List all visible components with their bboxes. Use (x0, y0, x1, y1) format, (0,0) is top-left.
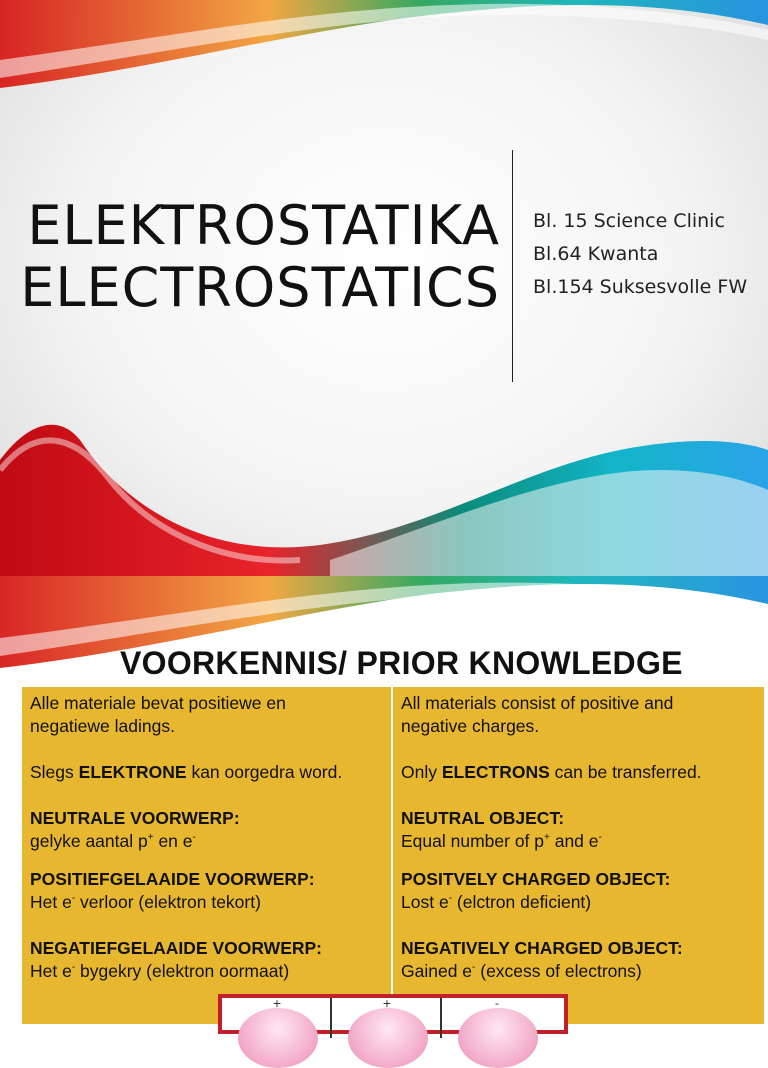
charged-sphere (238, 1008, 318, 1068)
intro-text-cont: negative charges. (401, 716, 540, 736)
title-afrikaans: ELEKTROSTATIKA (27, 194, 500, 257)
intro-text: Alle materiale bevat positiewe en (30, 693, 286, 713)
column-divider (391, 687, 393, 1024)
positive-text: Lost e- (elctron deficient) (401, 892, 592, 912)
presentation-title (20, 195, 500, 319)
charge-sign: + (382, 997, 392, 1010)
neutral-text: Equal number of p+ and e- (401, 831, 602, 851)
negative-text: Het e- bygekry (elektron oormaat) (30, 961, 290, 981)
reference-item: Bl.64 Kwanta (533, 243, 659, 265)
negative-heading: NEGATIEFGELAAIDE VOORWERP: (30, 938, 323, 958)
reference-item: Bl. 15 Science Clinic (533, 210, 725, 232)
charge-diagram (218, 994, 568, 1034)
positive-heading: POSITVELY CHARGED OBJECT: (401, 869, 671, 889)
charge-cell (442, 998, 564, 1038)
intro-text-cont: negatiewe ladings. (30, 716, 175, 736)
transfer-text: Only ELECTRONS can be transferred. (401, 762, 702, 782)
positive-heading: POSITIEFGELAAIDE VOORWERP: (30, 869, 315, 889)
negative-text: Gained e- (excess of electrons) (401, 961, 642, 981)
charge-sign: - (495, 997, 499, 1010)
reference-list (533, 205, 747, 304)
charge-cell (332, 998, 442, 1038)
transfer-text: Slegs ELEKTRONE kan oorgedra word. (30, 762, 343, 782)
charged-sphere (348, 1008, 428, 1068)
slide-heading: VOORKENNIS/ PRIOR KNOWLEDGE (120, 645, 683, 681)
title-english: ELECTROSTATICS (20, 256, 500, 319)
charge-sign: + (272, 997, 282, 1010)
neutral-text: gelyke aantal p+ en e- (30, 831, 196, 851)
intro-text: All materials consist of positive and (401, 693, 674, 713)
negative-heading: NEGATIVELY CHARGED OBJECT: (401, 938, 683, 958)
charged-sphere (458, 1008, 538, 1068)
positive-text: Het e- verloor (elektron tekort) (30, 892, 261, 912)
neutral-heading: NEUTRALE VOORWERP: (30, 808, 240, 828)
neutral-heading: NEUTRAL OBJECT: (401, 808, 565, 828)
reference-item: Bl.154 Suksesvolle FW (533, 276, 748, 298)
title-divider (512, 150, 513, 382)
charge-cell (222, 998, 332, 1038)
